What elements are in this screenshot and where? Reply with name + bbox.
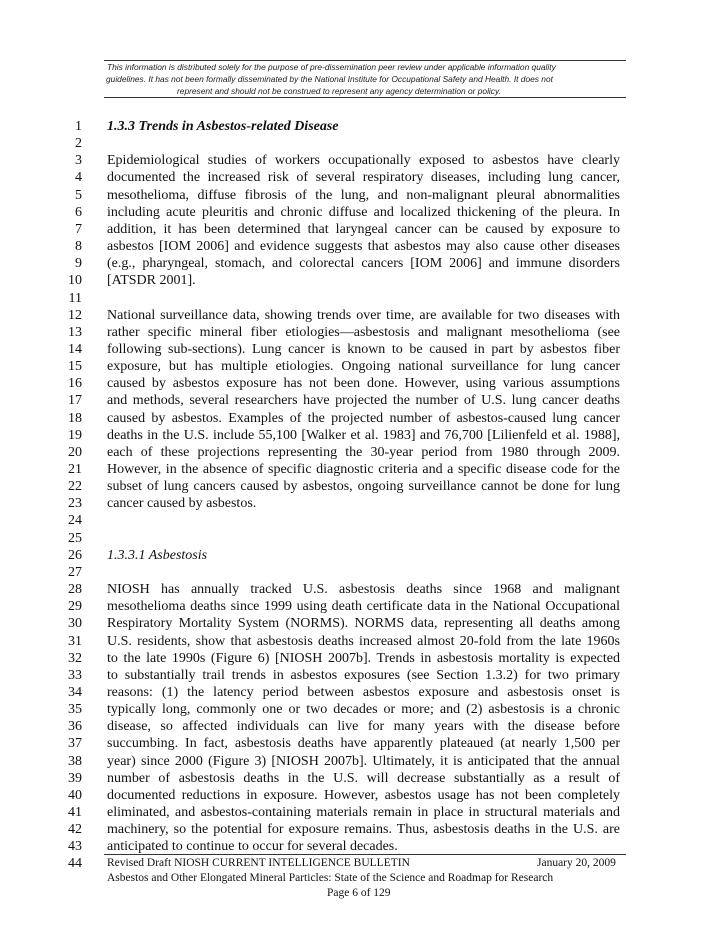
text-line: documented reductions in exposure. However, asbestos usage has not been completely (107, 788, 620, 803)
text-line: number of asbestosis deaths in the U.S. will decrease substantially as a result of (107, 771, 620, 786)
text-line: each of these projections representing the 30-year period from 1980 through 2009. (107, 445, 620, 460)
text-line: anticipated to continue to occur for several decades. (107, 839, 398, 854)
text-line: typically long, commonly one or two decades or more; and (2) asbestosis is a chronic (107, 702, 620, 717)
line-number: 30 (68, 616, 82, 631)
text-line: disease, so affected individuals can live for many years with the disease before (107, 719, 620, 734)
line-number: 1 (75, 119, 82, 134)
line-number: 21 (68, 462, 82, 477)
line-number: 43 (68, 839, 82, 854)
text-line: documented the increased risk of several respiratory diseases, including lung cancer, (107, 170, 620, 185)
line-number: 34 (68, 685, 82, 700)
line-number: 20 (68, 445, 82, 460)
footer-title: Revised Draft NIOSH CURRENT INTELLIGENCE BULLETIN (107, 857, 410, 869)
line-number: 27 (68, 565, 82, 580)
line-number: 44 (68, 856, 82, 871)
line-number: 2 (75, 136, 82, 151)
line-number: 31 (68, 634, 82, 649)
text-line: However, in the absence of specific diagnostic criteria and a specific disease code for the (107, 462, 620, 477)
text-line: U.S. residents, show that asbestosis deaths increased almost 20-fold from the late 1960s (107, 634, 620, 649)
text-line: addition, it has been determined that laryngeal cancer can be caused by exposure to (107, 222, 620, 237)
text-line: to substantially trail trends in asbestos exposures (see Section 1.3.2) for two primary (107, 668, 620, 683)
text-line: to the late 1990s (Figure 6) [NIOSH 2007b]. Trends in asbestosis mortality is expected (107, 651, 620, 666)
line-number: 33 (68, 668, 82, 683)
text-line: reasons: (1) the latency period between asbestos exposure and asbestosis onset is (107, 685, 620, 700)
line-number: 18 (68, 411, 82, 426)
line-number: 37 (68, 736, 82, 751)
text-line: mesothelioma, diffuse fibrosis of the lung, and non-malignant pleural abnormalities (107, 188, 620, 203)
line-number: 11 (68, 291, 82, 306)
line-number: 5 (75, 188, 82, 203)
text-line: NIOSH has annually tracked U.S. asbestosis deaths since 1968 and malignant (107, 582, 620, 597)
text-line: including acute pleuritis and chronic diffuse and localized thickening of the pleura. In (107, 205, 620, 220)
footer-date: January 20, 2009 (537, 857, 616, 869)
text-line: cancer caused by asbestos. (107, 496, 257, 511)
line-number: 16 (68, 376, 82, 391)
text-line: deaths in the U.S. include 55,100 [Walker et al. 1983] and 76,700 [Lilienfeld et al. 1988], (107, 428, 620, 443)
line-number: 6 (75, 205, 82, 220)
line-number: 3 (75, 153, 82, 168)
text-line: succumbing. In fact, asbestosis deaths have apparently plateaued (at nearly 1,500 per (107, 736, 620, 751)
text-line: exposure, but has multiple etiologies. Ongoing national surveillance for lung cancer (107, 359, 620, 374)
text-line: Epidemiological studies of workers occupationally exposed to asbestos have clearly (107, 153, 620, 168)
text-line: subset of lung cancers caused by asbestos, ongoing surveillance cannot be done for lung (107, 479, 620, 494)
line-number: 42 (68, 822, 82, 837)
page-number: Page 6 of 129 (327, 887, 391, 899)
footer-subtitle: Asbestos and Other Elongated Mineral Particles: State of the Science and Roadmap for Research (107, 872, 554, 884)
text-line: rather specific mineral fiber etiologies—asbestosis and malignant mesothelioma (see (107, 325, 620, 340)
text-line: Respiratory Mortality System (NORMS). NORMS data, representing all deaths among (107, 616, 620, 631)
text-line: year) since 2000 (Figure 3) [NIOSH 2007b]. Ultimately, it is anticipated that the annual (107, 754, 620, 769)
disclaimer-line: This information is distributed solely for the purpose of pre-dissemination peer review under applicable information quality (107, 62, 556, 72)
text-line: (e.g., pharyngeal, stomach, and colorectal cancers [IOM 2006] and immune disorders (107, 256, 620, 271)
line-number: 14 (68, 342, 82, 357)
line-number: 25 (68, 531, 82, 546)
line-number: 15 (68, 359, 82, 374)
text-line: caused by asbestos exposure has not been done. However, using various assumptions (107, 376, 620, 391)
line-number: 19 (68, 428, 82, 443)
text-line: following sub-sections). Lung cancer is known to be caused in part by asbestos fiber (107, 342, 620, 357)
line-number: 29 (68, 599, 82, 614)
text-line: National surveillance data, showing trends over time, are available for two diseases with (107, 308, 620, 323)
disclaimer-line: represent and should not be construed to represent any agency determination or policy. (177, 86, 501, 96)
line-number: 40 (68, 788, 82, 803)
disclaimer-box (104, 60, 626, 98)
section-heading: 1.3.3 Trends in Asbestos-related Disease (107, 119, 339, 134)
line-number: 22 (68, 479, 82, 494)
text-line: mesothelioma deaths since 1999 using death certificate data in the National Occupational (107, 599, 620, 614)
text-line: [ATSDR 2001]. (107, 273, 196, 288)
line-number: 38 (68, 754, 82, 769)
line-number: 10 (68, 273, 82, 288)
line-number: 35 (68, 702, 82, 717)
line-number: 4 (75, 170, 82, 185)
text-line: asbestos [IOM 2006] and evidence suggests that asbestos may also cause other diseases (107, 239, 620, 254)
line-number: 26 (68, 548, 82, 563)
line-number: 17 (68, 393, 82, 408)
line-number: 41 (68, 805, 82, 820)
line-number: 8 (75, 239, 82, 254)
line-number: 36 (68, 719, 82, 734)
line-number: 7 (75, 222, 82, 237)
line-number: 32 (68, 651, 82, 666)
line-number: 39 (68, 771, 82, 786)
line-number: 12 (68, 308, 82, 323)
text-line: caused by asbestos. Examples of the projected number of asbestos-caused lung cancer (107, 411, 620, 426)
subsection-heading: 1.3.3.1 Asbestosis (107, 548, 208, 563)
text-line: eliminated, and asbestos-containing materials remain in place in structural materials and (107, 805, 620, 820)
footer-rule (104, 854, 626, 855)
line-number: 13 (68, 325, 82, 340)
line-number: 9 (75, 256, 82, 271)
disclaimer-line: guidelines. It has not been formally disseminated by the National Institute for Occupational Safety and Health. It does not (106, 74, 553, 84)
text-line: and methods, several researchers have projected the number of U.S. lung cancer deaths (107, 393, 620, 408)
line-number: 24 (68, 513, 82, 528)
line-number: 28 (68, 582, 82, 597)
text-line: machinery, so the potential for exposure remains. Thus, asbestosis deaths in the U.S. are (107, 822, 620, 837)
line-number: 23 (68, 496, 82, 511)
